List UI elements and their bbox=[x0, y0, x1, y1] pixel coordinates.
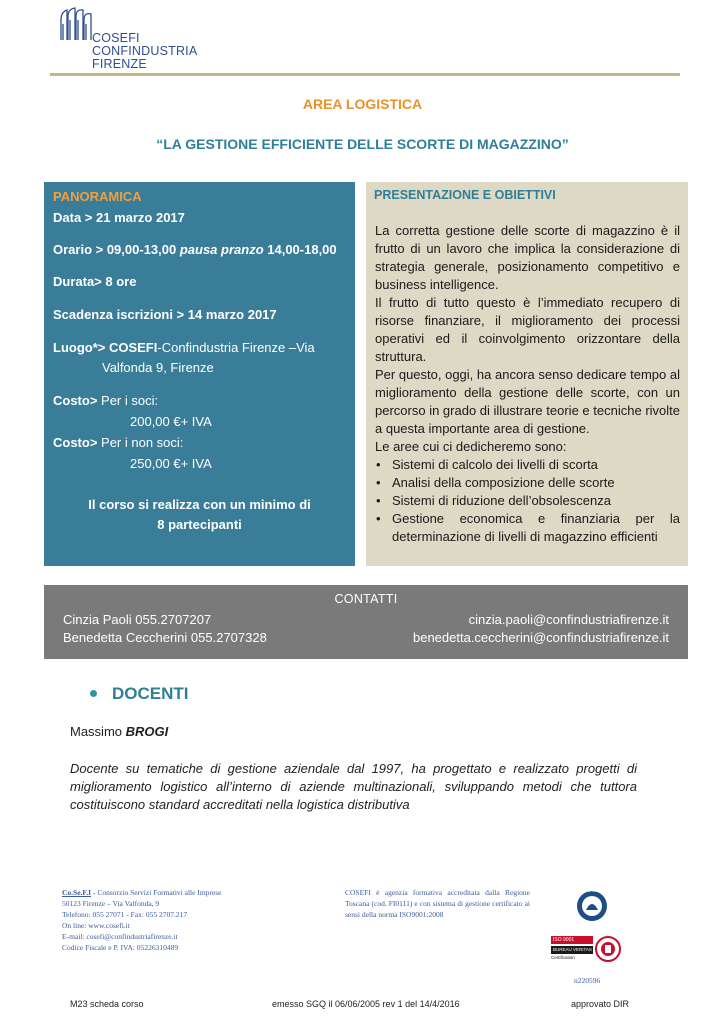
accredia-badge bbox=[575, 886, 609, 926]
list-item: • Sistemi di calcolo dei livelli di scorta bbox=[392, 456, 680, 474]
presentazione-heading: PRESENTAZIONE E OBIETTIVI bbox=[374, 188, 556, 202]
presentazione-paragraph-1: La corretta gestione delle scorte di magazzino è il frutto di un lavoro che implica la considerazione di strategia generale, posizionamento competitivo e business intelligence. bbox=[375, 223, 680, 292]
logo-emblem-icon bbox=[58, 6, 94, 42]
footer-org-name: Co.Se.F.I bbox=[62, 888, 92, 897]
list-item: • Sistemi di riduzione dell’obsolescenza bbox=[392, 492, 680, 510]
orario-line bbox=[53, 240, 337, 259]
minimo-line-2: 8 partecipanti bbox=[157, 517, 242, 532]
footer-tax: Codice Fiscale e P. IVA: 05226310489 bbox=[62, 943, 179, 952]
teacher-name bbox=[70, 724, 168, 739]
data-line: Data > 21 marzo 2017 bbox=[53, 210, 185, 225]
iso-label: ISO 9001 bbox=[551, 936, 593, 944]
luogo-line-2: Valfonda 9, Firenze bbox=[102, 360, 214, 375]
presentazione-paragraph-4: Le aree cui ci dedicheremo sono: bbox=[375, 439, 567, 454]
footer-accreditation: COSEFI è agenzia formativa accreditata dalla Regione Toscana (cod. FI0111) e con sistema di gestione certificato ai sensi della norma ISO9001:2008 bbox=[345, 888, 530, 919]
luogo-label: Luogo*> COSEFI bbox=[53, 340, 158, 355]
footer-approvato: approvato DIR bbox=[571, 999, 630, 1009]
footer-web[interactable]: On line: www.cosefi.it bbox=[62, 921, 130, 930]
contact-email-1[interactable]: cinzia.paoli@confindustriafirenze.it bbox=[468, 612, 669, 627]
footer-emesso: emesso SGQ il 06/06/2005 rev 1 del 14/4/2016 bbox=[272, 999, 460, 1009]
list-item: • Gestione economica e finanziaria per la determinazione di livelli di magazzino efficienti bbox=[392, 510, 680, 546]
docenti-heading: DOCENTI bbox=[112, 684, 189, 703]
bureau-veritas-badge bbox=[551, 934, 621, 966]
panoramica-panel bbox=[44, 182, 355, 566]
panoramica-heading: PANORAMICA bbox=[53, 189, 142, 204]
contacts-heading: CONTATTI bbox=[334, 592, 398, 606]
footer-org-line bbox=[62, 887, 262, 898]
cosefi-logo bbox=[58, 4, 228, 71]
contact-name-2: Benedetta Ceccherini 055.2707328 bbox=[63, 630, 267, 645]
footer-phone: Telefono: 055 27071 - Fax: 055 2707.217 bbox=[62, 910, 188, 919]
accredia-label: ACCREDIA bbox=[581, 888, 603, 893]
footer-email[interactable]: E-mail: cosefi@confindustriafirenze.it bbox=[62, 932, 178, 941]
costo-non-soci-value: 250,00 €+ IVA bbox=[130, 456, 212, 471]
bureau-veritas-seal-icon bbox=[595, 934, 621, 964]
costo-non-soci-line bbox=[53, 433, 183, 452]
footer-org-info bbox=[62, 887, 262, 953]
orario-label: Orario > 09,00-13,00 bbox=[53, 242, 180, 257]
docenti-bullet-icon bbox=[90, 690, 97, 697]
logo-line-1: COSEFI bbox=[92, 31, 140, 45]
topics-list bbox=[375, 456, 680, 546]
teacher-bio: Docente su tematiche di gestione aziendale dal 1997, ha progettato e realizzato progetti di miglioramento logistico all’interno di aziende multinazionali, sviluppando metodi che tuttora costituiscono standard accreditati nella logistica distributiva bbox=[70, 761, 637, 812]
orario-pausa: pausa pranzo bbox=[179, 242, 264, 257]
header-rule bbox=[50, 73, 680, 76]
cert-number: n220596 bbox=[574, 976, 601, 985]
contact-name-1: Cinzia Paoli 055.2707207 bbox=[63, 612, 212, 627]
luogo-value: -Confindustria Firenze –Via bbox=[157, 340, 315, 355]
logo-line-2: CONFINDUSTRIA FIRENZE bbox=[92, 44, 197, 71]
minimo-line-1: Il corso si realizza con un minimo di bbox=[88, 497, 311, 512]
presentazione-body bbox=[375, 222, 680, 546]
teacher-last-name: BROGI bbox=[125, 724, 169, 739]
costo-soci: Per i soci: bbox=[97, 393, 159, 408]
presentazione-paragraph-2: Il frutto di tutto questo è l’immediato recupero di risorse finanziare, il miglioramento dei processi operativi ed il coinvolgimento orizzontare della struttura. bbox=[375, 295, 680, 364]
list-item: • Analisi della composizione delle scorte bbox=[392, 474, 680, 492]
course-title: “LA GESTIONE EFFICIENTE DELLE SCORTE DI MAGAZZINO” bbox=[156, 136, 569, 152]
costo-soci-value: 200,00 €+ IVA bbox=[130, 414, 212, 429]
scadenza-line: Scadenza iscrizioni > 14 marzo 2017 bbox=[53, 307, 277, 322]
durata-line: Durata> 8 ore bbox=[53, 274, 137, 289]
presentazione-panel bbox=[366, 182, 688, 566]
contacts-panel bbox=[44, 585, 688, 659]
luogo-line bbox=[53, 338, 315, 357]
footer-scheda: M23 scheda corso bbox=[70, 999, 144, 1009]
area-title: AREA LOGISTICA bbox=[302, 96, 423, 112]
costo-label-2: Costo> bbox=[53, 435, 98, 450]
teacher-first-name: Massimo bbox=[70, 724, 126, 739]
contact-email-2[interactable]: benedetta.ceccherini@confindustriafirenze.it bbox=[412, 630, 669, 645]
presentazione-paragraph-3: Per questo, oggi, ha ancora senso dedicare tempo al miglioramento della gestione delle scorte, con un percorso in grado di illustrare teorie e tecniche rivolte a questa importante area di gestione. bbox=[375, 367, 680, 436]
costo-soci-line bbox=[53, 391, 158, 410]
costo-non-soci: Per i non soci: bbox=[97, 435, 184, 450]
bureau-veritas-label: BUREAU VERITAS bbox=[553, 947, 592, 952]
footer-org-desc: - Consorzio Servizi Formativi alle Imprese bbox=[91, 888, 222, 897]
footer-address: 50123 Firenze – Via Valfonda, 9 bbox=[62, 899, 160, 908]
orario-end: 14,00-18,00 bbox=[263, 242, 337, 257]
certification-label: Certification bbox=[551, 955, 575, 960]
costo-label: Costo> bbox=[53, 393, 98, 408]
